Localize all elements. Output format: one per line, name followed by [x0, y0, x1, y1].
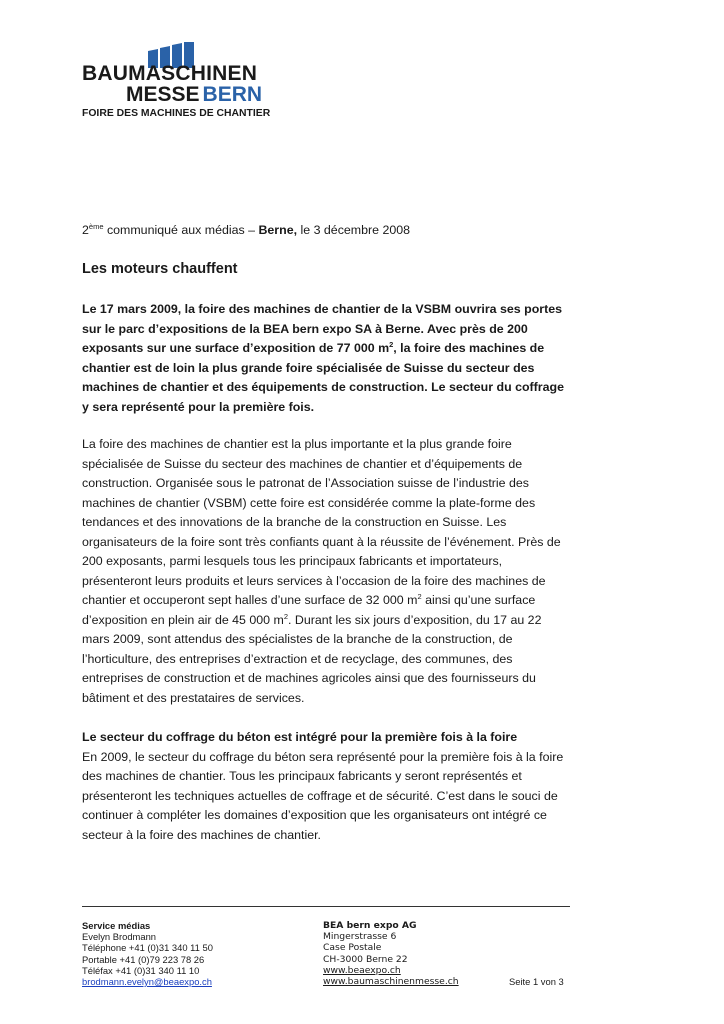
text-span: . Durant les six jours d’exposition, du 17 au 22: [288, 612, 542, 627]
text-span: exposants sur une surface d’exposition de 77 000 m: [82, 341, 390, 355]
text-line: spécialisée de Suisse du secteur des machines de chantier et d’équipements de: [82, 456, 523, 471]
text-line: Le 17 mars 2009, la foire des machines de chantier de la VSBM ouvrira ses portes: [82, 302, 563, 316]
text-span: ainsi qu’une surface: [421, 593, 536, 607]
text-line: mars 2009, sont attendus des spécialistes de la branche de la construction, de: [82, 632, 513, 646]
dateline-ordinal: ème: [88, 222, 104, 231]
text-span: chantier et occuperont sept halles d’une surface de 32 000 m: [82, 593, 418, 607]
page-title: Les moteurs chauffent: [82, 261, 238, 277]
footer-divider: [82, 906, 570, 907]
text-line: entreprises de construction et de machines agricoles ainsi que des fournisseurs du: [82, 671, 536, 685]
logo-line2: [126, 84, 262, 106]
body-paragraph: [82, 435, 562, 708]
superscript: 2: [389, 340, 394, 349]
footer-mobile: Portable +41 (0)79 223 78 26: [82, 953, 205, 965]
footer-contact-name: Evelyn Brodmann: [82, 931, 156, 943]
dateline-text: communiqué aux médias –: [103, 223, 259, 237]
logo-word-messe: MESSE: [126, 83, 200, 106]
text-line: machines de chantier et des équipements de construction. Le secteur du coffrage: [82, 380, 564, 394]
dateline: [82, 222, 410, 237]
text-line: [82, 611, 562, 631]
text-span: d’exposition en plein air de 45 000 m: [82, 612, 284, 627]
text-line: continuer à compléter les domaines d’exposition que les organisateurs ont intégré ce: [82, 808, 547, 822]
lead-paragraph: [82, 300, 562, 417]
section-heading: Le secteur du coffrage du béton est intégré pour la première fois à la foire: [82, 730, 518, 744]
footer-phone: Téléphone +41 (0)31 340 11 50: [82, 942, 213, 954]
footer-fax: Téléfax +41 (0)31 340 11 10: [82, 964, 200, 976]
text-line: 200 exposants, parmi lesquels tous les principaux fabricants et importateurs,: [82, 554, 503, 568]
text-line: y sera représenté pour la première fois.: [82, 399, 315, 414]
text-line: machines de chantier (VSBM) cette foire est considérée comme la plate-forme des: [82, 495, 536, 510]
text-line: La foire des machines de chantier est la plus importante et la plus grande foire: [82, 437, 512, 451]
text-line: tendances et des innovations de la branche de la construction en Suisse. Les: [82, 515, 507, 529]
page-number: Seite 1 von 3: [509, 976, 564, 987]
dateline-number: 2: [82, 223, 89, 237]
section-coffrage: [82, 728, 562, 845]
text-line: présenteront les techniques actuelles de coffrage et de sécurité. C’est dans le souci de: [82, 788, 558, 803]
text-line: En 2009, le secteur du coffrage du béton sera représenté pour la première fois à la foire: [82, 749, 564, 764]
footer-company-name: BEA bern expo AG: [323, 920, 417, 931]
text-line: construction. Organisée sous le patronat de l’Association suisse de l’industrie des: [82, 476, 529, 490]
footer-email-link[interactable]: brodmann.evelyn@beaexpo.ch: [82, 975, 212, 987]
text-line: présenteront leurs produits et leurs services à l’occasion de la foire des machines de: [82, 573, 546, 588]
superscript: 2: [417, 592, 422, 601]
footer-media-contact: [82, 920, 213, 987]
text-line: [82, 591, 562, 611]
dateline-date: le 3 décembre 2008: [297, 223, 411, 237]
logo: [82, 42, 292, 118]
text-line: chantier est de loin la plus grande foire spécialisée de Suisse du secteur des: [82, 360, 535, 375]
dateline-city: Berne,: [258, 223, 298, 237]
text-line: organisateurs de la foire sont très confiants quant à la réussite de l’événement. Près de: [82, 534, 561, 549]
superscript: 2: [283, 611, 288, 621]
footer-website-link[interactable]: www.beaexpo.ch: [323, 964, 401, 976]
footer-postbox: Case Postale: [323, 942, 382, 954]
footer-left-heading: Service médias: [82, 920, 151, 931]
text-line: l’horticulture, des entreprises d’extraction et de recyclage, des communes, des: [82, 651, 513, 666]
text-line: des machines de chantier. Tous les principaux fabricants y seront représentés et: [82, 769, 522, 783]
logo-tagline: FOIRE DES MACHINES DE CHANTIER: [82, 108, 271, 119]
footer-company-address: [323, 920, 459, 987]
text-line: bâtiment et des prestataires de services.: [82, 690, 305, 705]
logo-line1: BAUMASCHINEN: [82, 62, 258, 85]
text-span: , la foire des machines de: [393, 341, 545, 355]
section-paragraph: [82, 748, 562, 846]
footer-city: CH-3000 Berne 22: [323, 953, 408, 965]
footer-fair-website-link[interactable]: www.baumaschinenmesse.ch: [323, 975, 459, 987]
text-line: sur le parc d’expositions de la BEA bern expo SA à Berne. Avec près de 200: [82, 321, 528, 336]
text-line: secteur à la foire des machines de chantier.: [82, 827, 321, 842]
text-line: [82, 339, 562, 359]
footer-street: Mingerstrasse 6: [323, 931, 397, 943]
logo-word-bern: BERN: [202, 83, 263, 106]
